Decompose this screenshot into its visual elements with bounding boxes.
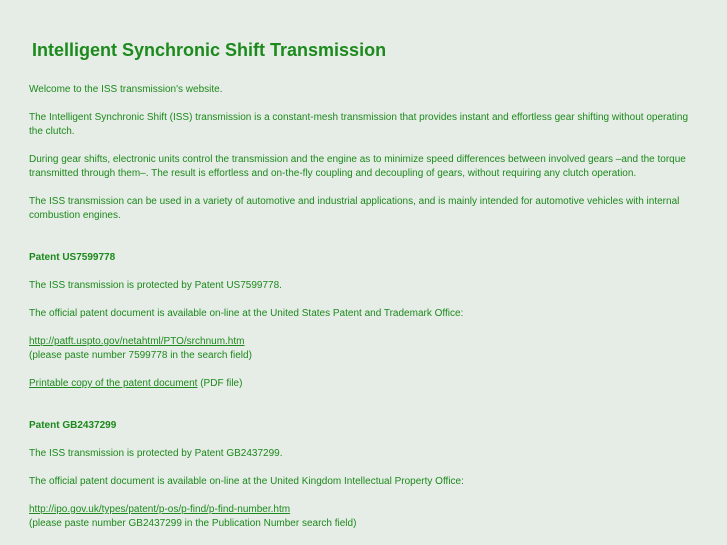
ipo-search-link[interactable]: http://ipo.gov.uk/types/patent/p-os/p-find/p-find-number.htm (29, 504, 291, 515)
patent-us-official: The official patent document is available on-line at the United States Patent and Trademark Office: (29, 308, 464, 319)
patent-us-link-block (29, 335, 699, 363)
printable-patent-link[interactable]: Printable copy of the patent document (29, 378, 198, 389)
patent-us-link-note: (please paste number 7599778 in the search field) (29, 350, 252, 361)
printable-patent-suffix: (PDF file) (197, 378, 243, 389)
patent-gb-link-note: (please paste number GB2437299 in the Publication Number search field) (29, 518, 357, 529)
uspto-search-link[interactable]: http://patft.uspto.gov/netahtml/PTO/srchnum.htm (29, 336, 245, 347)
intro-gear-shifts: During gear shifts, electronic units control the transmission and the engine as to minimize speed differences between involved gears –and the torque transmitted through them–. The result is effortless and on-the-fly coupling and decoupling of gears, without requiring any clutch operation. (29, 154, 686, 179)
intro-welcome: Welcome to the ISS transmission's website. (29, 84, 223, 95)
patent-gb-link-block (29, 503, 699, 531)
patent-us-printable (29, 377, 699, 391)
patent-gb-heading: Patent GB2437299 (29, 420, 117, 431)
patent-us-protected: The ISS transmission is protected by Patent US7599778. (29, 280, 282, 291)
patent-gb-protected: The ISS transmission is protected by Patent GB2437299. (29, 448, 283, 459)
intro-description: The Intelligent Synchronic Shift (ISS) transmission is a constant-mesh transmission that provides instant and effortless gear shifting without operating the clutch. (29, 112, 689, 137)
page-title: Intelligent Synchronic Shift Transmission (32, 40, 387, 60)
intro-applications: The ISS transmission can be used in a variety of automotive and industrial applications, and is mainly intended for automotive vehicles with internal combustion engines. (29, 196, 680, 221)
patent-us-heading: Patent US7599778 (29, 252, 116, 263)
patent-gb-official: The official patent document is available on-line at the United Kingdom Intellectual Property Office: (29, 476, 464, 487)
